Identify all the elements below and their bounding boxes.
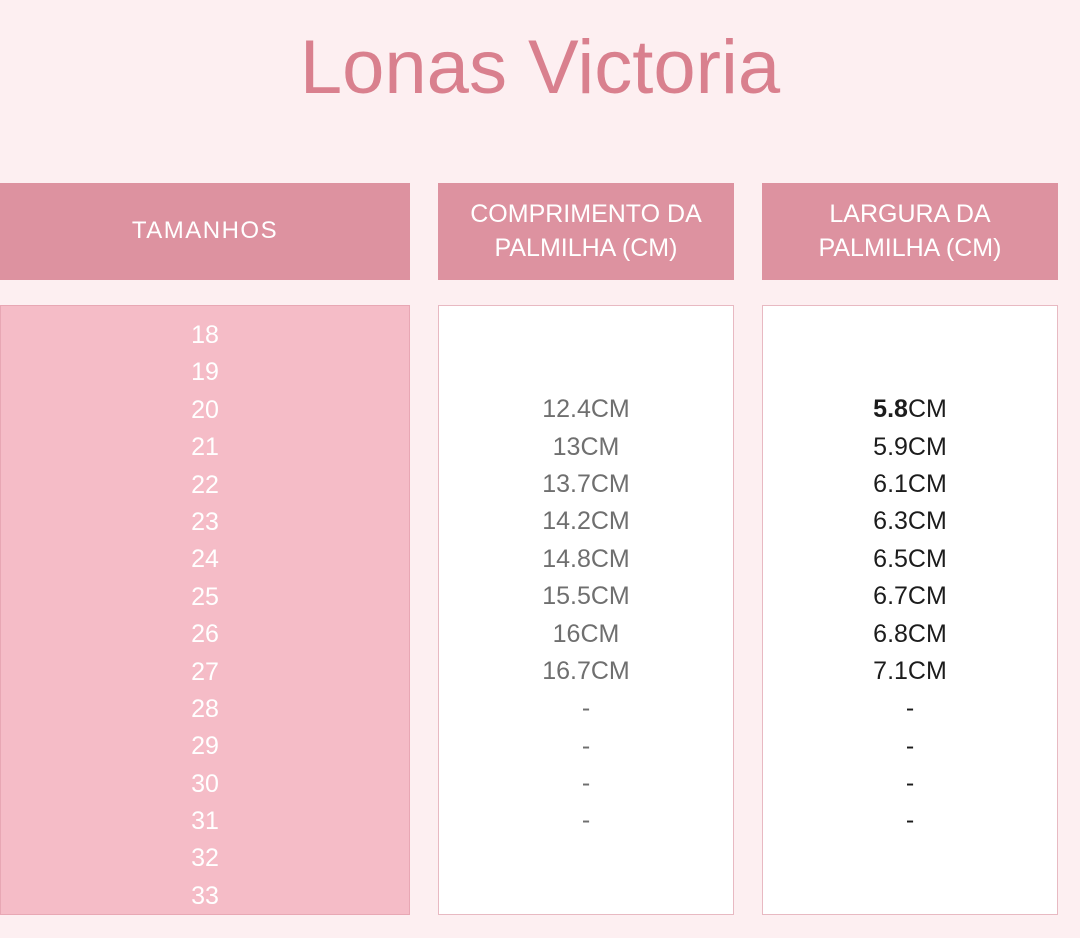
list-item: 18 (191, 321, 219, 349)
list-item: 6.1CM (873, 469, 947, 498)
value-unit-part: CM (907, 395, 947, 424)
list-item (439, 317, 733, 354)
list-item: - (581, 769, 591, 798)
list-item: - (905, 806, 915, 835)
list-item (763, 354, 1057, 391)
list-item: 6.3CM (873, 507, 947, 536)
table-body-row (0, 305, 1080, 915)
table-header-row (0, 183, 1080, 280)
list-item: 31 (191, 807, 219, 836)
column-insole-width (762, 305, 1058, 915)
list-item: 26 (191, 620, 219, 649)
list-item: 16.7CM (542, 656, 630, 685)
column-header-insole-length: COMPRIMENTO DA PALMILHA (CM) (438, 183, 734, 280)
page-title: Lonas Victoria (299, 25, 781, 110)
list-item (763, 391, 1057, 428)
list-item: - (581, 806, 591, 835)
list-item: 15.5CM (542, 582, 630, 611)
list-item: 27 (191, 657, 219, 686)
list-item: 6.5CM (873, 544, 947, 573)
list-item (439, 877, 733, 914)
list-item (439, 840, 733, 877)
list-item: 25 (191, 582, 219, 611)
column-sizes (0, 305, 410, 915)
list-item: 13CM (552, 432, 620, 461)
list-item: 21 (191, 433, 219, 462)
list-item: 28 (191, 694, 219, 723)
list-item: - (905, 731, 915, 760)
list-item (763, 877, 1057, 914)
list-item: 20 (191, 395, 219, 424)
list-item: 14.2CM (542, 507, 630, 536)
list-item (763, 317, 1057, 354)
column-insole-length (438, 305, 734, 915)
list-item: 6.8CM (873, 619, 947, 648)
list-item (439, 354, 733, 391)
list-item: 33 (191, 881, 219, 910)
list-item: 6.7CM (873, 582, 947, 611)
list-item: - (581, 731, 591, 760)
list-item: 22 (191, 470, 219, 499)
list-item (763, 840, 1057, 877)
list-item: - (581, 694, 591, 723)
column-header-sizes: TAMANHOS (0, 183, 410, 280)
list-item: - (905, 769, 915, 798)
list-item: 16CM (552, 619, 620, 648)
list-item: 30 (191, 769, 219, 798)
list-item: 29 (191, 732, 219, 761)
list-item: 5.9CM (873, 432, 947, 461)
list-item: 14.8CM (542, 544, 630, 573)
list-item: 24 (191, 545, 219, 574)
list-item: - (905, 694, 915, 723)
list-item: 7.1CM (873, 656, 947, 685)
list-item: 12.4CM (542, 395, 630, 424)
size-table (0, 183, 1080, 915)
list-item: 23 (191, 507, 219, 536)
column-header-insole-width: LARGURA DA PALMILHA (CM) (762, 183, 1058, 280)
value-bold-part: 5.8 (873, 395, 908, 424)
list-item: 32 (191, 844, 219, 873)
list-item: 19 (191, 358, 219, 387)
list-item: 13.7CM (542, 469, 630, 498)
